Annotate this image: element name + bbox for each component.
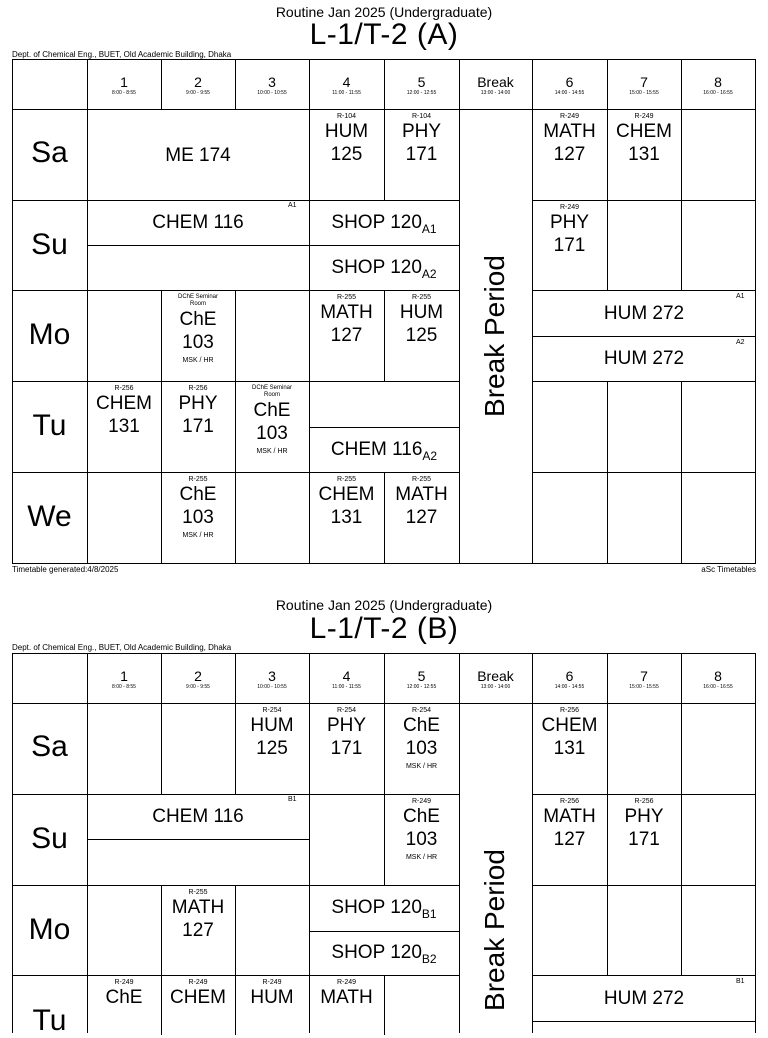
period-header: 3 10:00 - 10:55 [257,74,287,96]
timetable-title-b: L-1/T-2 (B) [309,612,459,645]
class-cell: R-249 HUM [250,979,294,1008]
class-cell: DChE Seminar Room ChE 103 MSK / HR [251,385,292,455]
dept-label-b: Dept. of Chemical Eng., BUET, Old Academic Building, Dhaka [12,643,232,652]
class-cell: DChE Seminar Room ChE 103 MSK / HR [177,294,218,364]
class-cell: R-249 ChE [105,979,143,1008]
class-cell: R-256 PHY 171 [624,798,664,850]
day-label: Mo [28,913,71,946]
period-header: 6 14:00 - 14:55 [554,74,585,96]
period-header: 7 15:00 - 15:55 [629,668,659,690]
day-label: We [27,500,72,533]
period-header: 1 8:00 - 8:55 [112,74,136,96]
period-header: 6 14:00 - 14:55 [554,668,585,690]
class-cell: R-255 CHEM 131 [318,476,375,528]
routine-title-a: Routine Jan 2025 (Undergraduate) [275,4,493,20]
period-header: 3 10:00 - 10:55 [257,668,287,690]
class-cell: HUM 272 [603,303,685,324]
group-label: A2 [736,339,745,346]
day-label: Su [31,822,68,855]
break-period-label: Break Period [479,849,510,1011]
footer-generated: Timetable generated:4/8/2025 [12,565,119,574]
class-cell: SHOP $120_{A1}$ [331,212,437,236]
period-header: 4 11:00 - 11:55 [332,74,361,96]
period-header: 8 16:00 - 16:55 [703,74,733,96]
day-label: Tu [32,1004,67,1037]
timetable-grid-b [12,594,756,1037]
period-header: 5 12:00 - 12:55 [406,74,437,96]
class-cell: SHOP $120_{B2}$ [331,942,437,966]
class-cell: R-104 PHY 171 [401,113,442,165]
class-cell: ME 174 [165,145,231,166]
class-cell: CHEM 116 [152,212,244,233]
day-label: Tu [32,409,67,442]
class-cell: HUM 272 [603,348,685,369]
class-cell: R-104 HUM 125 [324,113,369,165]
class-cell: R-254 PHY 171 [326,707,367,759]
group-label: B1 [736,978,745,985]
class-cell: R-255 MATH 127 [320,294,373,346]
group-label: A1 [288,202,297,209]
period-header: 1 8:00 - 8:55 [112,668,136,690]
class-cell: HUM 272 [603,988,685,1009]
break-period-label: Break Period [479,255,510,417]
class-cell: R-256 CHEM 131 [541,707,598,759]
period-header: 8 16:00 - 16:55 [703,668,733,690]
class-cell: CHEM $116_{A2}$ [330,439,438,463]
period-header: 2 9:00 - 9:55 [186,668,210,690]
day-label: Sa [31,730,68,763]
class-cell: CHEM 116 [152,806,244,827]
period-header: 5 12:00 - 12:55 [406,668,437,690]
day-label: Mo [28,318,71,351]
group-label: A1 [736,293,745,300]
day-label: Sa [31,136,68,169]
dept-label-a: Dept. of Chemical Eng., BUET, Old Academic Building, Dhaka [12,50,232,59]
period-header: Break 13:00 - 14:00 [477,668,514,690]
class-cell: R-256 CHEM 131 [96,385,152,437]
period-header: 2 9:00 - 9:55 [186,74,210,96]
class-cell: R-249 ChE 103 MSK / HR [403,798,440,861]
class-cell: R-249 PHY 171 [549,204,590,256]
class-cell: SHOP $120_{B1}$ [331,897,437,921]
class-cell: SHOP $120_{A2}$ [331,257,437,281]
timetable-title-a: L-1/T-2 (A) [309,18,459,51]
period-header: Break 13:00 - 14:00 [477,74,514,96]
period-header: 4 11:00 - 11:55 [332,668,361,690]
class-cell: R-255 MATH 127 [171,889,225,941]
class-cell: R-254 ChE 103 MSK / HR [403,707,440,770]
class-cell: R-255 ChE 103 MSK / HR [179,476,217,539]
class-cell: R-249 MATH 127 [543,113,596,165]
footer-brand: aSc Timetables [701,565,756,574]
class-cell: R-249 CHEM [170,979,226,1008]
class-cell: R-255 MATH 127 [395,476,448,528]
class-cell: R-256 MATH 127 [543,798,596,850]
class-cell: R-254 HUM 125 [250,707,294,759]
class-cell: R-255 HUM 125 [399,294,444,346]
routine-title-b: Routine Jan 2025 (Undergraduate) [275,597,493,613]
group-label: B1 [288,796,297,803]
class-cell: R-256 PHY 171 [178,385,218,437]
period-header: 7 15:00 - 15:55 [629,74,659,96]
class-cell: R-249 MATH [320,979,373,1008]
class-cell: R-249 CHEM 131 [616,113,672,165]
day-label: Su [31,228,68,261]
timetable-grid-a [12,0,756,580]
